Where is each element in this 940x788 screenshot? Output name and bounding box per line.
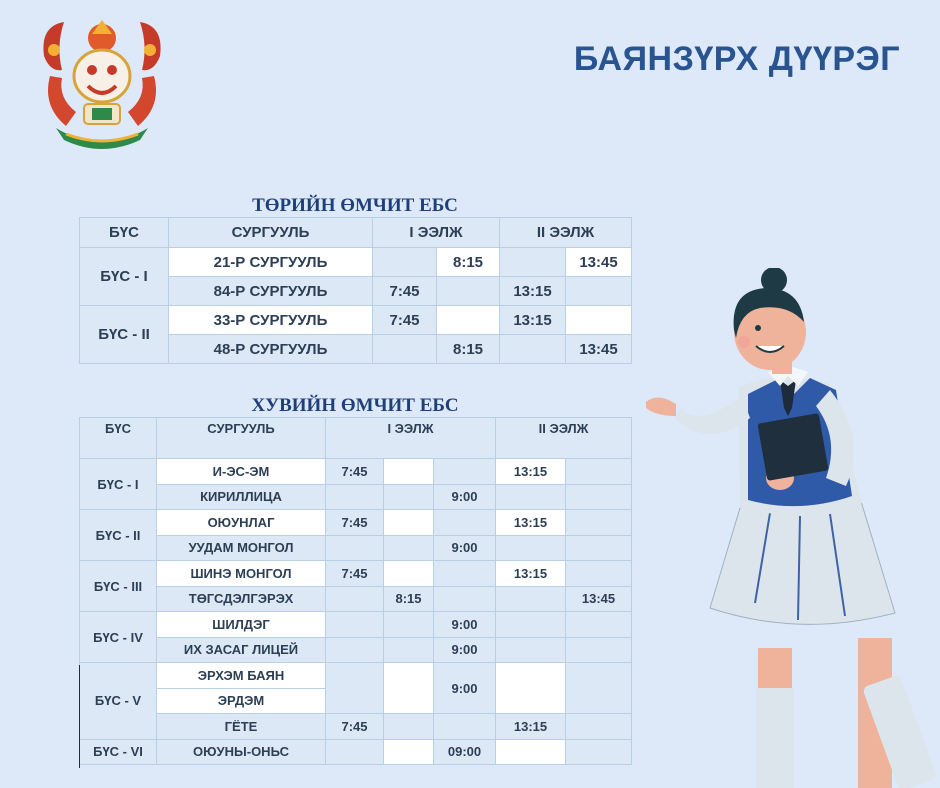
column-header-school: СУРГУУЛЬ bbox=[169, 218, 373, 248]
time-cell: 7:45 bbox=[326, 510, 384, 536]
time-cell bbox=[496, 663, 566, 714]
time-cell bbox=[326, 612, 384, 638]
private-schedule-table bbox=[79, 417, 632, 765]
time-cell bbox=[566, 561, 632, 587]
zone-label: БҮС - II bbox=[80, 510, 157, 561]
time-cell: 9:00 bbox=[434, 612, 496, 638]
time-cell: 7:45 bbox=[326, 714, 384, 740]
table-row bbox=[80, 510, 632, 536]
school-name: ШИНЭ МОНГОЛ bbox=[157, 561, 326, 587]
table-header-row bbox=[80, 218, 632, 248]
column-header-shift2: II ЭЭЛЖ bbox=[496, 418, 632, 459]
time-cell bbox=[566, 510, 632, 536]
public-schedule-table bbox=[79, 217, 632, 364]
time-cell bbox=[384, 663, 434, 714]
table-row bbox=[80, 637, 632, 663]
time-cell bbox=[326, 663, 384, 714]
table-row bbox=[80, 612, 632, 638]
time-cell: 13:15 bbox=[500, 277, 566, 306]
zone-label: БҮС - V bbox=[80, 663, 157, 740]
time-cell bbox=[434, 586, 496, 612]
school-name: ТӨГСДЭЛГЭРЭХ bbox=[157, 586, 326, 612]
time-cell bbox=[434, 459, 496, 485]
table-left-rule bbox=[79, 665, 80, 768]
time-cell: 13:45 bbox=[566, 335, 632, 364]
time-cell bbox=[496, 484, 566, 510]
table-row bbox=[80, 306, 632, 335]
school-name: ОЮУНЫ-ОНЬС bbox=[157, 739, 326, 765]
time-cell bbox=[384, 535, 434, 561]
time-cell bbox=[500, 248, 566, 277]
time-cell: 13:45 bbox=[566, 248, 632, 277]
time-cell bbox=[500, 335, 566, 364]
time-cell bbox=[566, 306, 632, 335]
zone-label: БҮС - I bbox=[80, 248, 169, 306]
time-cell bbox=[384, 714, 434, 740]
time-cell bbox=[326, 484, 384, 510]
column-header-shift2: II ЭЭЛЖ bbox=[500, 218, 632, 248]
time-cell bbox=[384, 637, 434, 663]
time-cell: 8:15 bbox=[384, 586, 434, 612]
time-cell bbox=[496, 586, 566, 612]
school-name: КИРИЛЛИЦА bbox=[157, 484, 326, 510]
time-cell: 13:15 bbox=[496, 459, 566, 485]
time-cell bbox=[566, 637, 632, 663]
time-cell bbox=[566, 484, 632, 510]
table-row bbox=[80, 535, 632, 561]
time-cell bbox=[566, 459, 632, 485]
time-cell: 13:15 bbox=[500, 306, 566, 335]
time-cell bbox=[434, 561, 496, 587]
time-cell bbox=[566, 535, 632, 561]
time-cell: 7:45 bbox=[373, 277, 437, 306]
time-cell bbox=[326, 535, 384, 561]
time-cell: 13:15 bbox=[496, 561, 566, 587]
district-title: БАЯНЗҮРХ ДҮҮРЭГ bbox=[573, 40, 900, 78]
school-name: ГЁТЕ bbox=[157, 714, 326, 740]
time-cell bbox=[566, 714, 632, 740]
time-cell: 13:45 bbox=[566, 586, 632, 612]
table-header-row bbox=[80, 418, 632, 459]
time-cell bbox=[566, 739, 632, 765]
table-row bbox=[80, 663, 632, 689]
public-section-title: ТӨРИЙН ӨМЧИТ ЕБС bbox=[252, 195, 458, 216]
school-name: 21-Р СУРГУУЛЬ bbox=[169, 248, 373, 277]
school-name: 48-Р СУРГУУЛЬ bbox=[169, 335, 373, 364]
private-section-title: ХУВИЙН ӨМЧИТ ЕБС bbox=[251, 395, 459, 416]
time-cell bbox=[566, 663, 632, 714]
time-cell bbox=[384, 510, 434, 536]
table-row bbox=[80, 586, 632, 612]
time-cell bbox=[566, 277, 632, 306]
table-row bbox=[80, 714, 632, 740]
time-cell: 09:00 bbox=[434, 739, 496, 765]
school-name-line1: ЭРХЭМ БАЯН bbox=[157, 663, 326, 689]
time-cell bbox=[496, 637, 566, 663]
time-cell: 7:45 bbox=[326, 561, 384, 587]
school-name: ОЮУНЛАГ bbox=[157, 510, 326, 536]
time-cell: 13:15 bbox=[496, 714, 566, 740]
time-cell bbox=[384, 561, 434, 587]
school-name: 33-Р СУРГУУЛЬ bbox=[169, 306, 373, 335]
time-cell bbox=[496, 535, 566, 561]
zone-label: БҮС - IV bbox=[80, 612, 157, 663]
school-name: УУДАМ МОНГОЛ bbox=[157, 535, 326, 561]
zone-label: БҮС - VI bbox=[80, 739, 157, 765]
time-cell bbox=[373, 335, 437, 364]
time-cell: 9:00 bbox=[434, 663, 496, 714]
time-cell bbox=[384, 612, 434, 638]
time-cell: 7:45 bbox=[373, 306, 437, 335]
column-header-shift1: I ЭЭЛЖ bbox=[373, 218, 500, 248]
table-row bbox=[80, 739, 632, 765]
time-cell bbox=[373, 248, 437, 277]
time-cell bbox=[496, 612, 566, 638]
time-cell bbox=[384, 484, 434, 510]
time-cell bbox=[496, 739, 566, 765]
column-header-shift1: I ЭЭЛЖ bbox=[326, 418, 496, 459]
time-cell bbox=[434, 510, 496, 536]
table-row bbox=[80, 561, 632, 587]
time-cell bbox=[437, 306, 500, 335]
time-cell bbox=[566, 612, 632, 638]
time-cell bbox=[326, 637, 384, 663]
time-cell bbox=[437, 277, 500, 306]
time-cell: 8:15 bbox=[437, 335, 500, 364]
time-cell bbox=[384, 739, 434, 765]
mongolian-state-emblem-icon bbox=[36, 16, 168, 154]
school-name-line2: ЭРДЭМ bbox=[157, 688, 326, 714]
time-cell: 9:00 bbox=[434, 535, 496, 561]
table-row bbox=[80, 248, 632, 277]
zone-label: БҮС - I bbox=[80, 459, 157, 510]
time-cell: 9:00 bbox=[434, 484, 496, 510]
school-name: 84-Р СУРГУУЛЬ bbox=[169, 277, 373, 306]
time-cell bbox=[326, 586, 384, 612]
time-cell: 9:00 bbox=[434, 637, 496, 663]
time-cell bbox=[384, 459, 434, 485]
schoolgirl-illustration-icon bbox=[640, 268, 940, 788]
time-cell: 13:15 bbox=[496, 510, 566, 536]
zone-label: БҮС - II bbox=[80, 306, 169, 364]
column-header-bus: БҮС bbox=[80, 218, 169, 248]
column-header-school: СУРГУУЛЬ bbox=[157, 418, 326, 459]
table-row bbox=[80, 459, 632, 485]
time-cell bbox=[434, 714, 496, 740]
zone-label: БҮС - III bbox=[80, 561, 157, 612]
column-header-bus: БҮС bbox=[80, 418, 157, 459]
school-name: ИХ ЗАСАГ ЛИЦЕЙ bbox=[157, 637, 326, 663]
table-row bbox=[80, 484, 632, 510]
time-cell: 7:45 bbox=[326, 459, 384, 485]
time-cell: 8:15 bbox=[437, 248, 500, 277]
time-cell bbox=[326, 739, 384, 765]
school-name: И-ЭС-ЭМ bbox=[157, 459, 326, 485]
school-name: ШИЛДЭГ bbox=[157, 612, 326, 638]
